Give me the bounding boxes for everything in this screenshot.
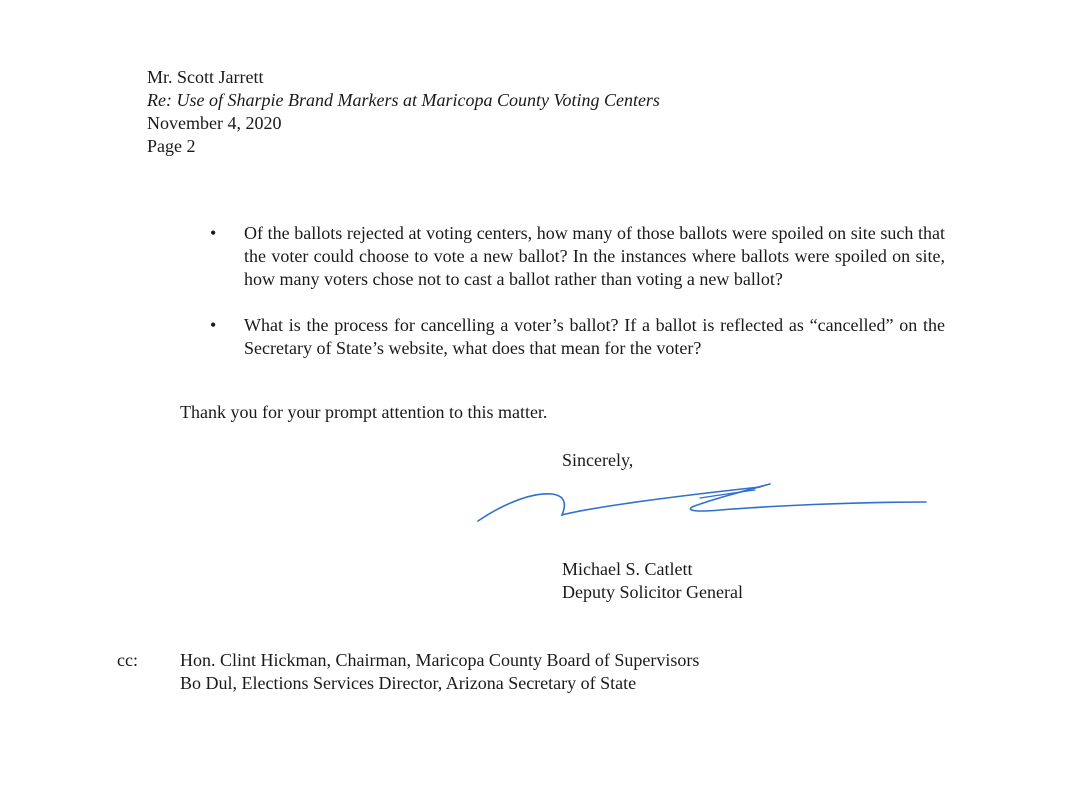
letter-header xyxy=(147,66,847,158)
signature-icon xyxy=(470,478,940,528)
cc-list xyxy=(180,649,699,695)
question-list xyxy=(205,222,945,383)
list-item xyxy=(205,314,945,360)
signer-name: Michael S. Catlett xyxy=(562,559,693,579)
cc-recipient: Hon. Clint Hickman, Chairman, Maricopa County Board of Supervisors xyxy=(180,650,700,670)
signer-title: Deputy Solicitor General xyxy=(562,582,743,602)
list-item xyxy=(205,222,945,291)
cc-recipient: Bo Dul, Elections Services Director, Arizona Secretary of State xyxy=(180,673,637,693)
page-number: Page 2 xyxy=(147,136,196,156)
recipient-line: Mr. Scott Jarrett xyxy=(147,67,264,87)
subject-line: Re: Use of Sharpie Brand Markers at Maricopa County Voting Centers xyxy=(147,90,660,110)
closing-salutation: Sincerely, xyxy=(562,450,634,470)
list-item-text: What is the process for cancelling a voter’s ballot? If a ballot is reflected as “cancelled” on the Secretary of State’s website, what does that mean for the voter? xyxy=(244,315,945,358)
date-line: November 4, 2020 xyxy=(147,113,282,133)
signer-block xyxy=(562,558,743,604)
bullet-icon: • xyxy=(210,315,217,335)
cc-label: cc: xyxy=(117,650,138,670)
thanks-paragraph: Thank you for your prompt attention to this matter. xyxy=(180,402,548,422)
bullet-icon: • xyxy=(210,223,217,243)
list-item-text: Of the ballots rejected at voting centers, how many of those ballots were spoiled on site such that the voter could choose to vote a new ballot? In the instances where ballots were spoiled on site, how many voters chose not to cast a ballot rather than voting a new ballot? xyxy=(244,223,945,289)
